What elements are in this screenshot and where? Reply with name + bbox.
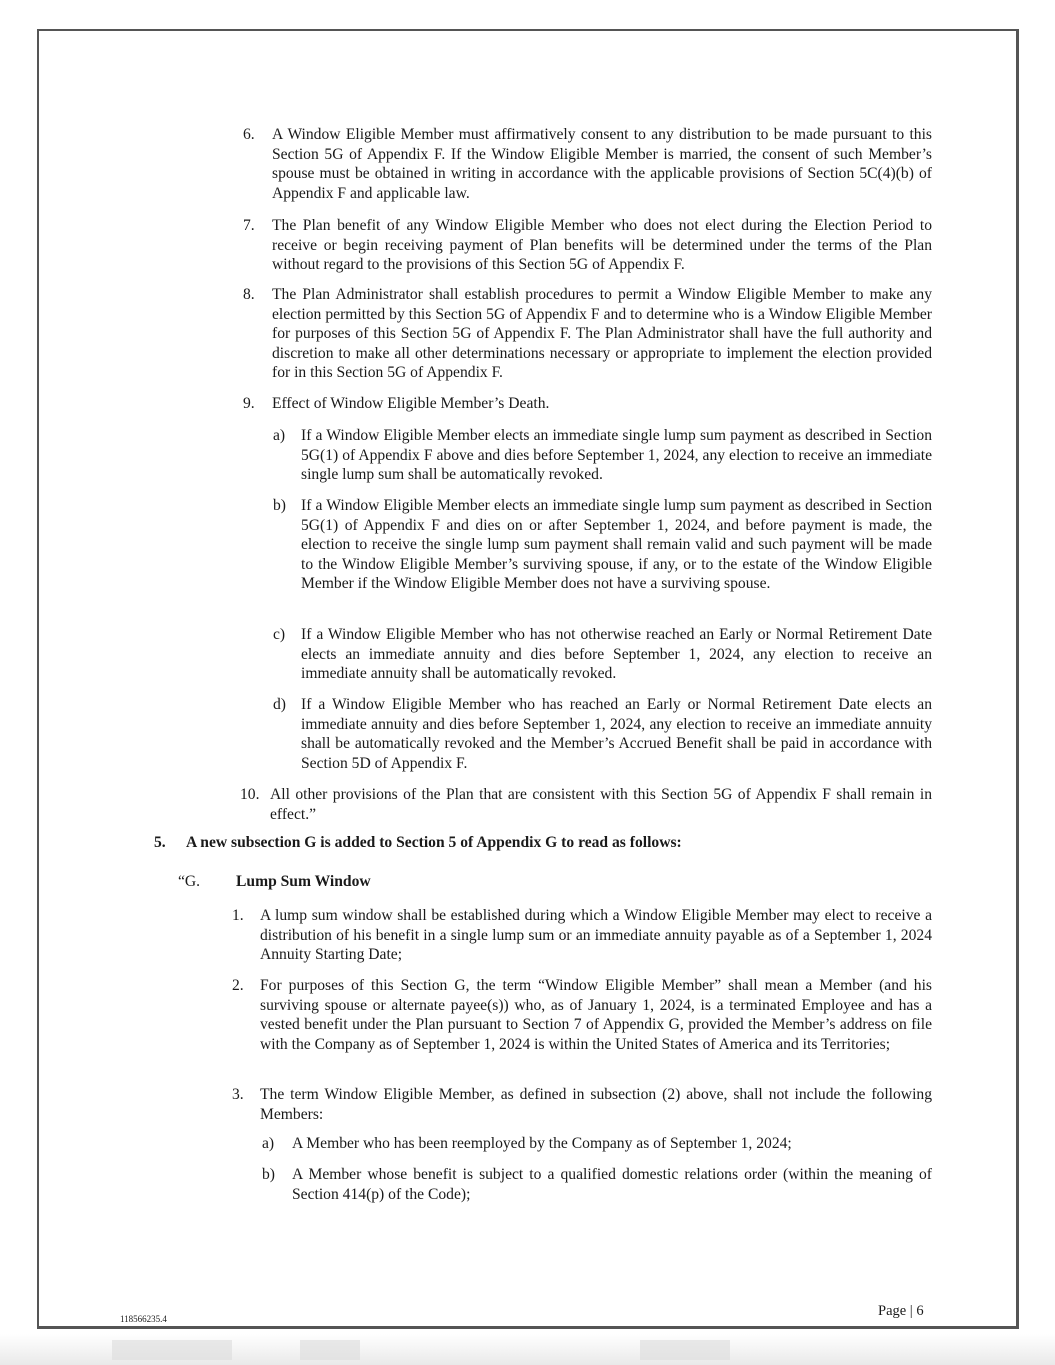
subitem-d-text: If a Window Eligible Member who has reached an Early or Normal Retirement Date elects an immediate annuity and dies before September 1, 2024, any election to receive an immediate annuity shall be automatically revoked and the Member’s Accrued Benefit shall be paid in accordance with Section 5D of Appendix F. — [301, 696, 932, 772]
window-subitem-b-text: A Member whose benefit is subject to a qualified domestic relations order (within the meaning of Section 414(p) of the Code); — [292, 1166, 932, 1203]
item-number: 10. — [240, 786, 260, 803]
item-number: 2. — [232, 977, 244, 994]
subitem-letter: a) — [262, 1135, 275, 1152]
item-number: 8. — [243, 286, 255, 303]
scan-artifact — [300, 1340, 360, 1360]
window-item-1-text: A lump sum window shall be established during which a Window Eligible Member may elect to receive a distribution of his benefit in a single lump sum or an immediate annuity payable as of a September 1, 2024 Annuity Starting Date; — [260, 907, 932, 963]
item-number: 1. — [232, 907, 244, 924]
scan-artifact — [640, 1340, 730, 1360]
item-10-text: All other provisions of the Plan that are consistent with this Section 5G of Appendix F shall remain in effect.” — [270, 786, 932, 823]
window-item-3-text: The term Window Eligible Member, as defined in subsection (2) above, shall not include the following Members: — [260, 1086, 932, 1123]
subitem-letter: b) — [273, 497, 286, 514]
subitem-b-text: If a Window Eligible Member elects an immediate single lump sum payment as described in Section 5G(1) of Appendix F and dies on or after September 1, 2024, and before payment is made, the election to receive the single lump sum payment shall remain valid and such payment will be made to the Window Eligible Member’s surviving spouse, if any, or to the estate of the Window Eligible Member if the Window Eligible Member does not have a surviving spouse. — [301, 497, 932, 592]
subitem-letter: b) — [262, 1166, 275, 1183]
item-7-text: The Plan benefit of any Window Eligible Member who does not elect during the Election Period to receive or begin receiving payment of Plan benefits will be determined under the terms of the Plan without regard to the provisions of this Section 5G of Appendix F. — [272, 217, 932, 273]
item-number: 7. — [243, 217, 255, 234]
subitem-a-text: If a Window Eligible Member elects an immediate single lump sum payment as described in Section 5G(1) of Appendix F above and dies before September 1, 2024, any election to receive an immediate single lump sum shall be automatically revoked. — [301, 427, 932, 483]
subitem-letter: d) — [273, 696, 286, 713]
amendment-number: 5. — [154, 834, 166, 851]
window-item-2-text: For purposes of this Section G, the term “Window Eligible Member” shall mean a Member (and his surviving spouse or alternate payee(s)) who, as of January 1, 2024, is a terminated Employee and has a vested benefit under the Plan pursuant to Section 7 of Appendix G, provided the Member’s address on file with the Company as of September 1, 2024 is within the United States of America and its Territories; — [260, 977, 932, 1053]
item-6-text: A Window Eligible Member must affirmatively consent to any distribution to be made pursuant to this Section 5G of Appendix F. If the Window Eligible Member is married, the consent of such Member’s spouse must be obtained in writing in accordance with the applicable provisions of Section 5C(4)(b) of Appendix F and applicable law. — [272, 126, 932, 202]
subitem-c-text: If a Window Eligible Member who has not otherwise reached an Early or Normal Retirement Date elects an immediate annuity and dies before September 1, 2024, any election to receive an immediate annuity shall be automatically revoked. — [301, 626, 932, 682]
amendment-heading: A new subsection G is added to Section 5 of Appendix G to read as follows: — [186, 834, 682, 851]
window-subitem-a-text: A Member who has been reemployed by the Company as of September 1, 2024; — [292, 1135, 792, 1152]
item-9-text: Effect of Window Eligible Member’s Death. — [272, 395, 550, 412]
subitem-letter: c) — [273, 626, 286, 643]
subsection-title: Lump Sum Window — [236, 873, 371, 890]
subitem-letter: a) — [273, 427, 286, 444]
item-number: 3. — [232, 1086, 244, 1103]
item-8-text: The Plan Administrator shall establish procedures to permit a Window Eligible Member to make any election permitted by this Section 5G of Appendix F and to determine who is a Window Eligible Member for purposes of this Section 5G of Appendix F. The Plan Administrator shall have the full authority and discretion to make all other determinations necessary or appropriate to implement the election provided for in this Section 5G of Appendix F. — [272, 286, 932, 381]
subsection-label: “G. — [178, 873, 201, 890]
item-number: 9. — [243, 395, 255, 412]
document-id: 118566235.4 — [120, 1314, 167, 1324]
item-number: 6. — [243, 126, 255, 143]
page-number: Page | 6 — [878, 1303, 924, 1319]
scan-artifact — [112, 1340, 232, 1360]
